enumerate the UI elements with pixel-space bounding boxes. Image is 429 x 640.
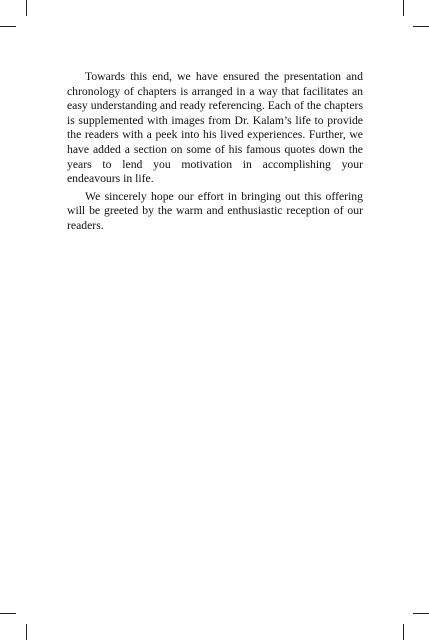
crop-mark-top-left-vertical: [26, 0, 27, 16]
crop-mark-bottom-left-horizontal: [0, 613, 16, 614]
crop-mark-bottom-right-vertical: [403, 624, 404, 640]
paragraph-2: We sincerely hope our effort in bringing out this offering will be greeted by the warm and enthusiastic reception of our readers.: [67, 189, 363, 232]
crop-mark-top-left-horizontal: [0, 26, 16, 27]
body-text: [67, 70, 363, 234]
crop-mark-bottom-left-vertical: [26, 624, 27, 640]
crop-mark-top-right-vertical: [403, 0, 404, 16]
crop-mark-bottom-right-horizontal: [413, 613, 429, 614]
crop-mark-top-right-horizontal: [413, 26, 429, 27]
paragraph-1: Towards this end, we have ensured the presentation and chronology of chapters is arranged in a way that facilitates an easy understanding and ready referencing. Each of the chapters is supplemented with images from Dr. Kalam’s life to provide the readers with a peek into his lived experiences. Further, we have added a section on some of his famous quotes down the years to lend you motivation in accomplishing your endeavours in life.: [67, 70, 363, 186]
